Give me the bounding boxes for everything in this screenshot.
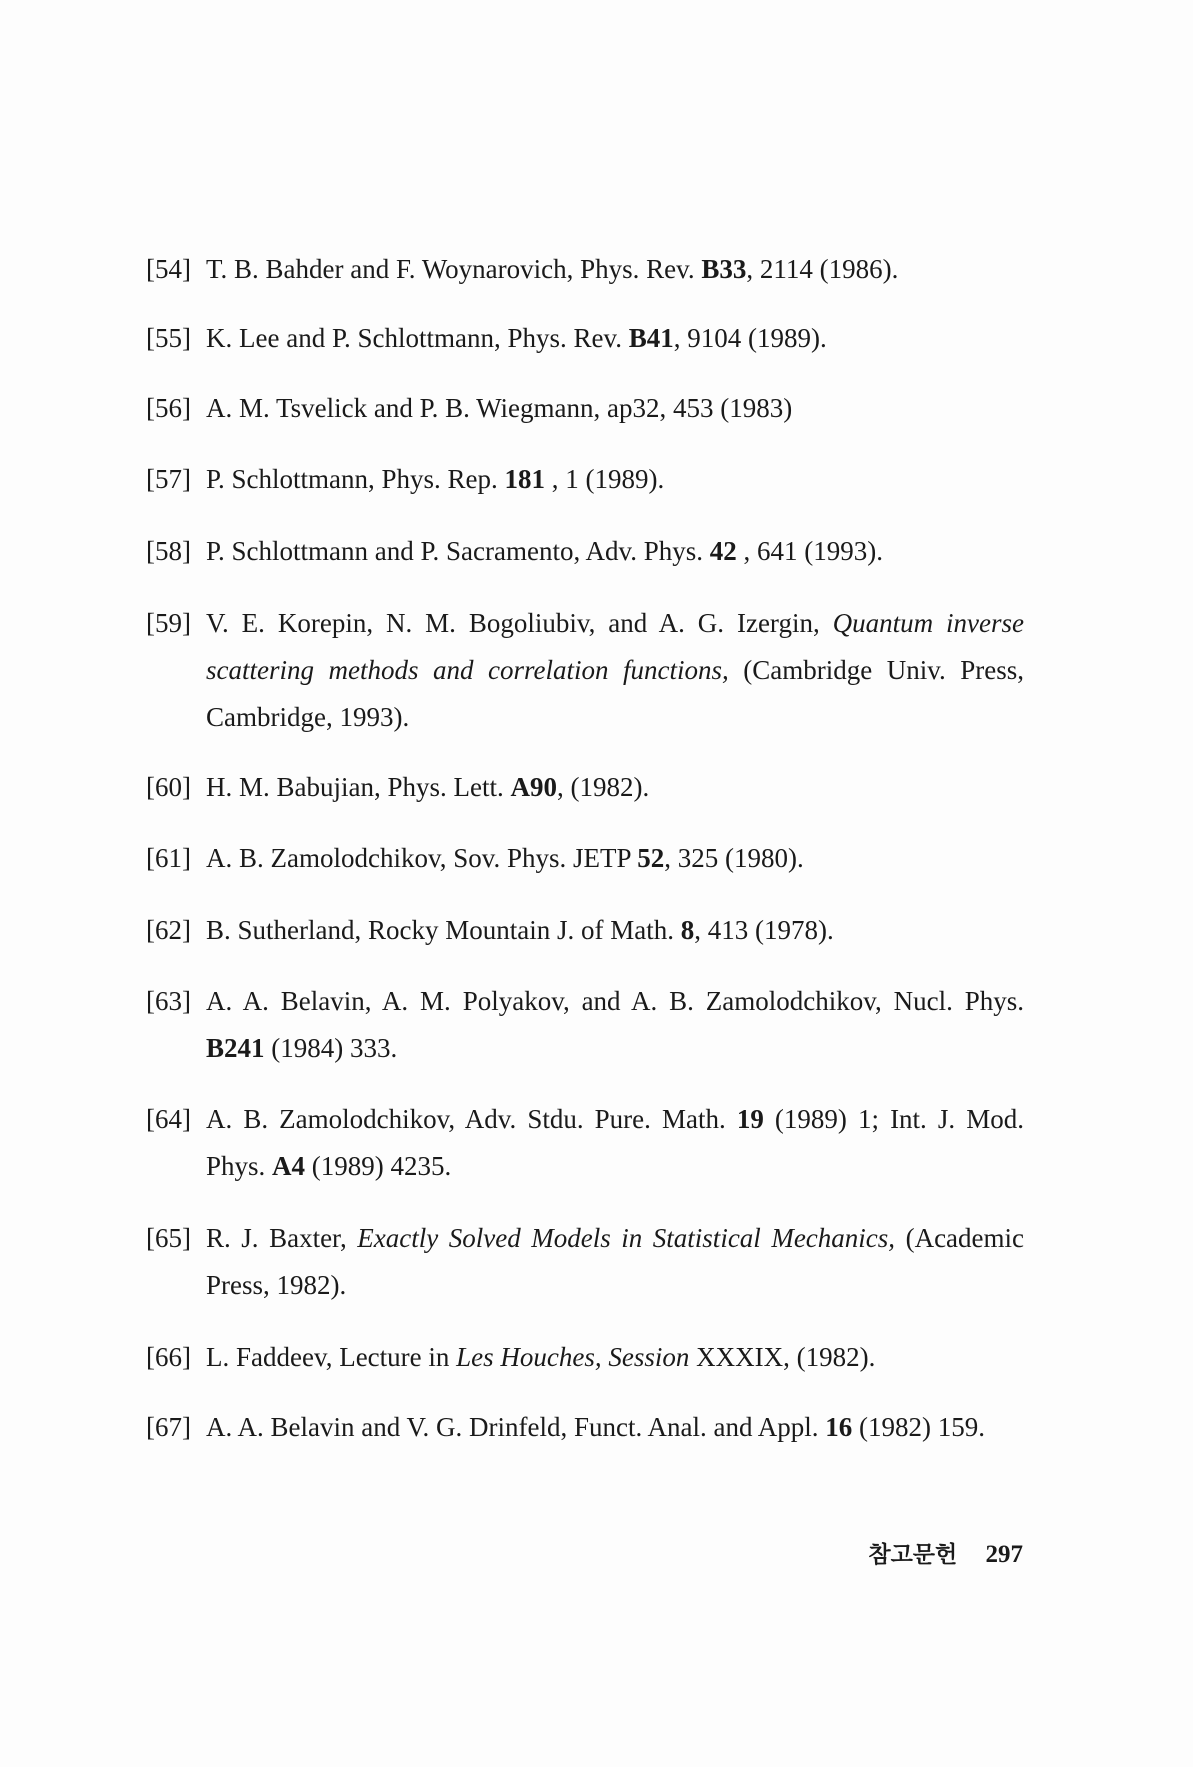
volume-bold: 42 bbox=[709, 536, 737, 566]
reference-entry bbox=[146, 1404, 1024, 1451]
reference-segment: , (1982). bbox=[557, 772, 650, 802]
reference-segment: (1989) 4235. bbox=[305, 1151, 452, 1181]
reference-segment: (Academic Press, 1982). bbox=[206, 1223, 1025, 1300]
reference-text bbox=[206, 835, 1024, 882]
reference-segment: (1982) 159. bbox=[852, 1412, 985, 1442]
reference-segment: A. B. Zamolodchikov, Adv. Stdu. Pure. Math. bbox=[206, 1104, 737, 1134]
reference-entry bbox=[146, 600, 1024, 741]
reference-number: [64] bbox=[146, 1104, 191, 1134]
volume-bold: 52 bbox=[637, 843, 665, 873]
reference-entry bbox=[146, 456, 1024, 503]
reference-text bbox=[206, 764, 1024, 811]
reference-segment: K. Lee and P. Schlottmann, Phys. Rev. bbox=[206, 323, 629, 353]
title-italic: Les Houches, Session bbox=[456, 1342, 690, 1372]
section-title: 참고문헌 bbox=[868, 1542, 958, 1568]
reference-number: [60] bbox=[146, 772, 191, 802]
reference-segment: , 641 (1993). bbox=[736, 536, 883, 566]
reference-segment: , 9104 (1989). bbox=[673, 323, 827, 353]
reference-text bbox=[206, 315, 1024, 362]
reference-text bbox=[206, 1096, 1024, 1190]
reference-segment: A. M. Tsvelick and P. B. Wiegmann, ap32, 453 (1983) bbox=[206, 393, 793, 423]
reference-text bbox=[206, 600, 1024, 741]
reference-text bbox=[206, 1404, 1024, 1451]
title-italic: Quantum inverse scattering methods and correlation functions, bbox=[206, 608, 1024, 685]
reference-segment: A. A. Belavin, A. M. Polyakov, and A. B. Zamolodchikov, Nucl. Phys. bbox=[206, 986, 1024, 1016]
reference-segment: A. A. Belavin and V. G. Drinfeld, Funct. Anal. and Appl. bbox=[206, 1412, 826, 1442]
reference-number: [61] bbox=[146, 843, 191, 873]
reference-text bbox=[206, 528, 1024, 575]
reference-segment: (Cambridge Univ. Press, Cambridge, 1993). bbox=[206, 655, 1024, 732]
reference-segment: P. Schlottmann and P. Sacramento, Adv. Phys. bbox=[206, 536, 710, 566]
reference-number: [59] bbox=[146, 608, 191, 638]
volume-bold: 16 bbox=[825, 1412, 853, 1442]
reference-entry bbox=[146, 1096, 1024, 1190]
page-footer bbox=[868, 1536, 1023, 1569]
reference-text bbox=[206, 456, 1024, 503]
reference-entry bbox=[146, 835, 1024, 882]
reference-segment: A. B. Zamolodchikov, Sov. Phys. JETP bbox=[206, 843, 638, 873]
reference-text bbox=[206, 978, 1024, 1072]
volume-bold: B33 bbox=[701, 254, 747, 284]
reference-entry bbox=[146, 1334, 1024, 1381]
reference-number: [66] bbox=[146, 1342, 191, 1372]
reference-number: [63] bbox=[146, 986, 191, 1016]
reference-segment: (1984) 333. bbox=[264, 1033, 398, 1063]
volume-bold: 8 bbox=[680, 915, 695, 945]
volume-bold: B241 bbox=[206, 1033, 265, 1063]
reference-text bbox=[206, 385, 1024, 432]
reference-text bbox=[206, 907, 1024, 954]
reference-segment: R. J. Baxter, bbox=[206, 1223, 358, 1253]
reference-number: [56] bbox=[146, 393, 191, 423]
reference-segment: P. Schlottmann, Phys. Rep. bbox=[206, 464, 505, 494]
reference-entry bbox=[146, 385, 1024, 432]
volume-bold: A4 bbox=[272, 1151, 306, 1181]
volume-bold: B41 bbox=[628, 323, 674, 353]
reference-number: [58] bbox=[146, 536, 191, 566]
reference-number: [67] bbox=[146, 1412, 191, 1442]
reference-entry bbox=[146, 978, 1024, 1072]
reference-segment: L. Faddeev, Lecture in bbox=[206, 1342, 457, 1372]
reference-segment: H. M. Babujian, Phys. Lett. bbox=[206, 772, 511, 802]
reference-segment: B. Sutherland, Rocky Mountain J. of Math. bbox=[206, 915, 681, 945]
reference-segment: , 1 (1989). bbox=[545, 464, 665, 494]
reference-segment: XXXIX, (1982). bbox=[689, 1342, 876, 1372]
reference-text bbox=[206, 1334, 1024, 1381]
reference-number: [57] bbox=[146, 464, 191, 494]
reference-entry bbox=[146, 764, 1024, 811]
reference-segment: , 2114 (1986). bbox=[746, 254, 899, 284]
volume-bold: A90 bbox=[510, 772, 557, 802]
page-number: 297 bbox=[985, 1541, 1023, 1568]
reference-entry bbox=[146, 315, 1024, 362]
reference-number: [54] bbox=[146, 254, 191, 284]
reference-segment: , 325 (1980). bbox=[664, 843, 804, 873]
volume-bold: 19 bbox=[736, 1104, 764, 1134]
title-italic: Exactly Solved Models in Statistical Mechanics, bbox=[357, 1223, 896, 1253]
reference-number: [65] bbox=[146, 1223, 191, 1253]
reference-number: [55] bbox=[146, 323, 191, 353]
reference-segment: T. B. Bahder and F. Woynarovich, Phys. Rev. bbox=[206, 254, 702, 284]
reference-text bbox=[206, 246, 1024, 293]
reference-text bbox=[206, 1215, 1024, 1309]
reference-segment: , 413 (1978). bbox=[694, 915, 834, 945]
reference-entry bbox=[146, 246, 1024, 293]
reference-entry bbox=[146, 528, 1024, 575]
volume-bold: 181 bbox=[504, 464, 546, 494]
reference-entry bbox=[146, 1215, 1024, 1309]
reference-entry bbox=[146, 907, 1024, 954]
reference-segment: V. E. Korepin, N. M. Bogoliubiv, and A. G. Izergin, bbox=[206, 608, 833, 638]
reference-number: [62] bbox=[146, 915, 191, 945]
reference-segment: (1989) 1; Int. J. Mod. Phys. bbox=[206, 1104, 1024, 1181]
